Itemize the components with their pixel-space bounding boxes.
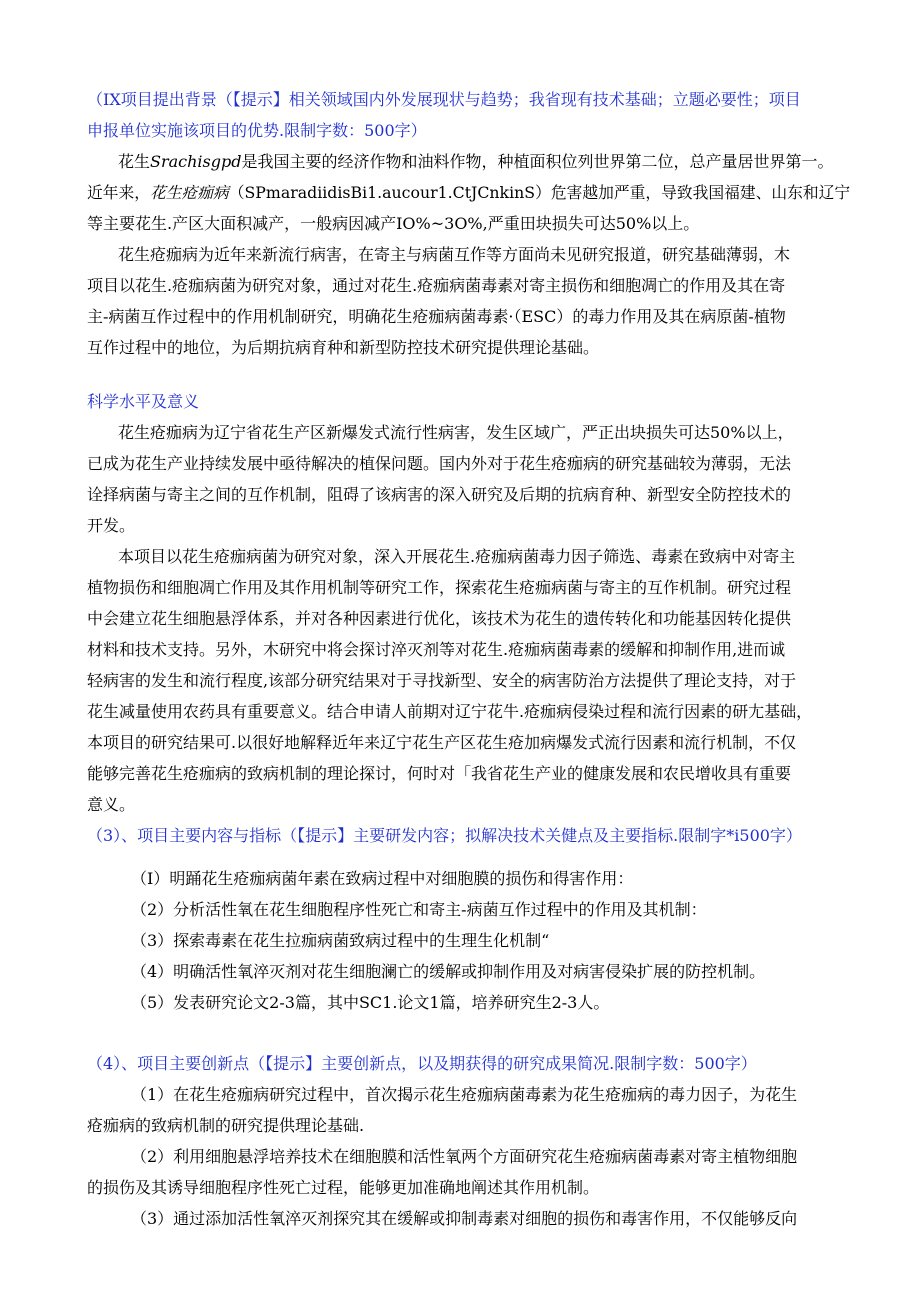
paragraph-line: 本项目以花生疮痂病菌为研究对象，深入开展花生.疮痂病菌毒力因子筛选、毒素在致病中对寄主: [118, 547, 796, 566]
paragraph-line: 花生减量使用农药具有重要意义。结合申请人前期对辽宁花牛.疮痂病侵染过程和流行因素的研尢基础，: [87, 702, 813, 721]
section-heading-background: [87, 90, 801, 110]
paragraph-line: 意义。: [87, 795, 136, 814]
paragraph-line: （2）利用细胞悬浮培养技术在细胞膜和活性氧两个方面研究花生疮痂病菌毒素对寄主植物细胞: [131, 1147, 798, 1166]
paragraph-line: 材料和技术支持。另外，木研究中将会探讨淬灭剂等对花生.疮痂病菌毒素的缓解和抑制作用,进而诚: [87, 640, 786, 659]
list-item: （5）发表研究论文2-3篇，其中SC1.论文1篇，培养研究生2-3人。: [131, 993, 610, 1012]
text-run: 近年来，: [87, 183, 150, 202]
paragraph-line: [118, 152, 834, 172]
paragraph-line: （1）在花生疮痂病研究过程中，首次揭示花生疮痂病菌毒素为花生疮痂病的毒力因子，为花生: [131, 1085, 798, 1104]
text-run: （SPmaradiidisBi1.aucour1.CtJCnkinS）危害越加严重，导致我国福建、山东和辽宁: [228, 183, 851, 202]
paragraph-line: 等主要花生.产区大面积减产，一般病因减产IO%~3O%,严重田块损失可达50%以上。: [87, 214, 700, 233]
paragraph-line: 已成为花生产业持续发展中亟待解决的植保问题。国内外对于花生疮痂病的研究基础较为薄弱，无法: [87, 454, 792, 473]
paragraph-line: 主-病菌互作过程中的作用机制研究，明确花生疮痂病菌毒素·（ESC）的毒力作用及其在病原菌-植物: [87, 307, 786, 326]
paragraph-line: 互作过程中的地位，为后期抗病育种和新型防控技术研究提供理论基础。: [87, 338, 600, 357]
section-heading-background-cont: [87, 121, 427, 141]
list-item: （3）探索毒素在花生拉痂病菌致病过程中的生理生化机制“: [131, 931, 550, 950]
list-item: （I）明踊花生疮痂病菌年素在致病过程中对细胞膜的损伤和得害作用：: [131, 869, 634, 888]
paragraph-line: 本项目的研究结果可.以很好地解释近年来辽宁花生产区花生疮加病爆发式流行因素和流行机制，不仅: [87, 733, 797, 752]
paragraph-line: 能够完善花生疮痂病的致病机制的理论探讨，何时对「我省花生产业的健康发展和农民增收具有重要: [87, 764, 792, 783]
paragraph-line: 花生疮痂病为辽宁省花生产区新爆发式流行性病害，发生区域广，严正出块损失可达50%以上，: [118, 423, 794, 442]
paragraph-line: [87, 183, 850, 203]
text-run: 是我国主要的经济作物和油料作物，种植面积位列世界第二位，总产量居世界第一。: [241, 152, 834, 171]
list-item: （2）分析活性氧在花生细胞程序性死亡和寄主-病菌互作过程中的作用及其机制：: [131, 900, 707, 919]
paragraph-line: 项目以花生.疮痂病菌为研究对象，通过对花生.疮痂病菌毒素对寄主损伤和细胞凋亡的作用及其在寄: [87, 276, 786, 295]
paragraph-line: 疮痂病的致病机制的研究提供理论基础.: [87, 1116, 365, 1135]
list-item: （4）明确活性氧淬灭剂对花生细胞澜亡的缓解或抑制作用及对病害侵染扩展的防控机制。: [131, 962, 766, 981]
latin-name: Srachisgpd: [150, 152, 242, 171]
paragraph-line: （3）通过添加活性氧淬灭剂探究其在缓解或抑制毒素对细胞的损伤和毒害作用，不仅能够反向: [131, 1209, 798, 1228]
paragraph-line: 轻病害的发生和流行程度,该部分研究结果对于寻找新型、安全的病害防治方法提供了理论支持，对于: [87, 671, 797, 690]
paragraph-line: 植物损伤和细胞凋亡作用及其作用机制等研究工作，探索花生疮痂病菌与寄主的互作机制。研究过程: [87, 578, 792, 597]
paragraph-line: 花生疮痂病为近年来新流行病害，在寄主与病菌互作等方面尚未见研究报道，研究基础薄弱，木: [118, 245, 791, 264]
heading-line: （IX项目提出背景（【提示】相关领域国内外发展现状与趋势；我省现有技术基础；立题必要性；项目: [87, 90, 801, 109]
paragraph-line: 开发。: [87, 516, 136, 535]
paragraph-line: 诠择病菌与寄主之间的互作机制，阻碍了该病害的深入研究及后期的抗病育种、新型安全防控技术的: [87, 485, 792, 504]
section-heading-content: （3）、项目主要内容与指标（【提示】主要研发内容；拟解决技术关健点及主要指标.限制字*i500字）: [87, 826, 802, 845]
paragraph-line: 中会建立花生细胞悬浮体系，并对各种因素进行优化，该技术为花生的遗传转化和功能基因转化提供: [87, 609, 792, 628]
section-heading-innovation: （4）、项目主要创新点（【提示】主要创新点，以及期获得的研究成果简况.限制字数：500字）: [87, 1054, 757, 1073]
section-heading-significance: 科学水平及意义: [87, 392, 200, 411]
text-run: 花生: [118, 152, 151, 171]
paragraph-line: 的损伤及其诱导细胞程序性死亡过程，能够更加准确地阐述其作用机制。: [87, 1178, 600, 1197]
heading-line: 申报单位实施该项目的优势.限制字数：500字）: [87, 121, 427, 140]
disease-name: 花生疮痂病: [150, 183, 229, 202]
